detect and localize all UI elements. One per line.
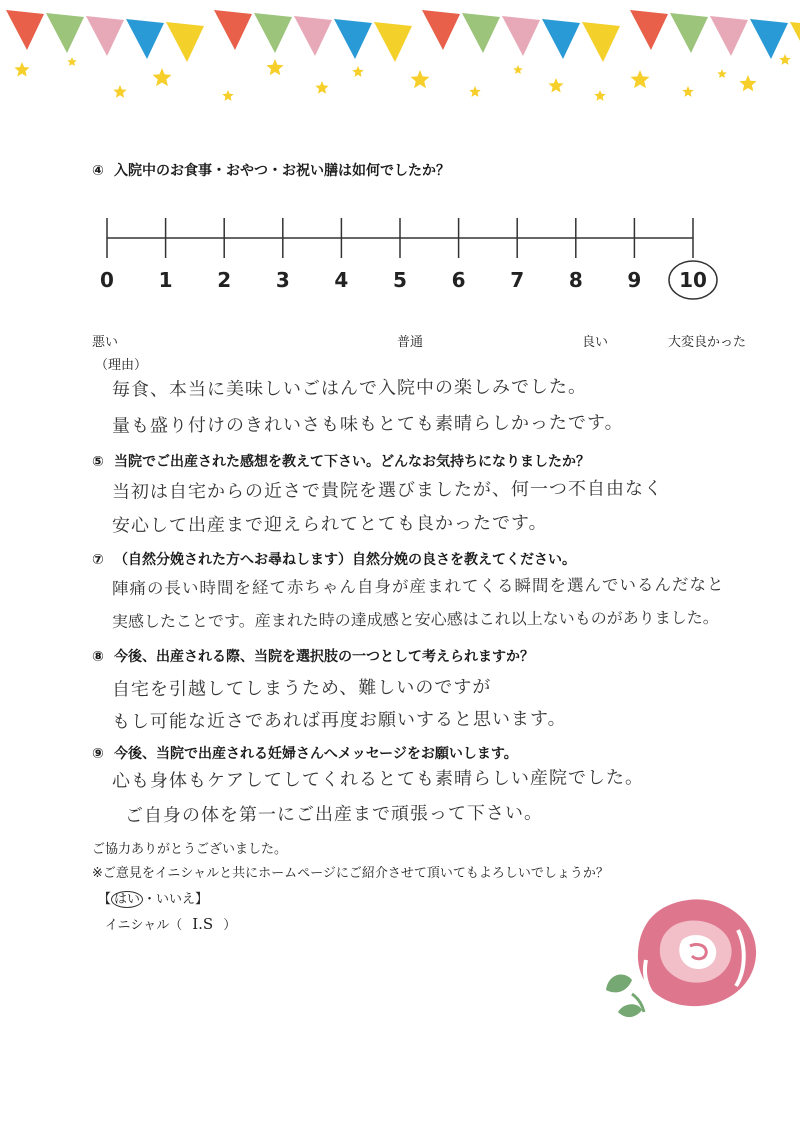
bunting-flag — [710, 16, 748, 56]
answer-line: 毎食、本当に美味しいごはんで入院中の楽しみでした。 — [111, 376, 588, 401]
initial-line: イニシャル（ I.S ） — [105, 915, 237, 933]
scale-number-2: 2 — [217, 268, 232, 292]
consent-yes-circled: はい — [111, 891, 143, 908]
bunting-banner — [0, 0, 800, 110]
scale-label-bad: 悪い — [92, 335, 119, 350]
star-icon — [14, 62, 29, 77]
star-icon — [779, 54, 790, 65]
question-8 — [92, 646, 534, 666]
star-icon — [67, 57, 77, 66]
answer-line: 心も身体もケアしてしてくれるとても素晴らしい産院でした。 — [111, 767, 645, 792]
scale-number-4: 4 — [334, 268, 349, 292]
question-9 — [92, 743, 518, 763]
question-number: ⑦ — [92, 552, 104, 568]
star-icon — [411, 70, 430, 88]
rose-illustration — [598, 890, 763, 1030]
star-icon — [682, 86, 693, 97]
question-number: ⑨ — [92, 746, 104, 762]
selected-circle — [665, 258, 721, 302]
answer-line: ご自身の体を第一にご出産まで頑張って下さい。 — [124, 802, 544, 827]
star-icon — [352, 66, 363, 77]
answer-line: もし可能な近さであれば再度お願いすると思います。 — [111, 708, 567, 733]
answer-line: 当初は自宅からの近さで貴院を選びましたが、何一つ不自由なく — [111, 478, 664, 503]
reason-label: （理由） — [95, 358, 148, 373]
answer-line: 陣痛の長い時間を経て赤ちゃん自身が産まれてくる瞬間を選んでいるんだなと — [111, 574, 725, 599]
bunting-flag — [630, 10, 668, 50]
question-5 — [92, 451, 590, 471]
initial-value: I.S — [192, 915, 214, 933]
bunting-flag — [670, 13, 708, 53]
question-text: 当院でご出産された感想を教えて下さい。どんなお気持ちになりましたか？ — [114, 454, 590, 470]
question-text: 今後、出産される際、当院を選択肢の一つとして考えられますか？ — [114, 649, 534, 665]
scale-number-6: 6 — [451, 268, 466, 292]
star-icon — [469, 86, 480, 97]
bunting-flag — [502, 16, 540, 56]
question-4 — [92, 160, 450, 180]
star-icon — [153, 68, 172, 86]
answer-line: 実感したことです。産まれた時の達成感と安心感はこれ以上ないものがありました。 — [111, 607, 719, 632]
bunting-flag — [462, 13, 500, 53]
scale-number-5: 5 — [393, 268, 407, 292]
bunting-flag — [86, 16, 124, 56]
bunting-flag — [214, 10, 252, 50]
bunting-flag — [6, 10, 44, 50]
bunting-flag — [422, 10, 460, 50]
bunting-flag — [334, 19, 372, 59]
question-7 — [92, 549, 576, 569]
scale-number-0: 0 — [100, 268, 114, 292]
scale-number-7: 7 — [510, 268, 525, 292]
bunting-flag — [166, 22, 204, 62]
scale-number-1: 1 — [158, 268, 173, 292]
star-icon — [594, 90, 605, 101]
star-icon — [266, 59, 283, 75]
bunting-flag — [582, 22, 620, 62]
consent-question: ※ご意見をイニシャルと共にホームページにご紹介させて頂いてもよろしいでしょうか？ — [92, 866, 609, 881]
star-icon — [113, 85, 126, 98]
bunting-flag — [750, 19, 788, 59]
question-text: 今後、当院で出産される妊婦さんへメッセージをお願いします。 — [114, 746, 518, 762]
bunting-flag — [294, 16, 332, 56]
star-icon — [315, 81, 328, 94]
bunting-flag — [254, 13, 292, 53]
question-number: ⑧ — [92, 649, 104, 665]
answer-line: 安心して出産まで迎えられてとても良かったです。 — [111, 512, 548, 537]
star-icon — [513, 65, 523, 74]
consent-answer: 【 はい ・いいえ】 — [98, 892, 209, 907]
bunting-flag — [46, 13, 84, 53]
star-icon — [222, 90, 233, 101]
bunting-flag — [126, 19, 164, 59]
question-number: ⑤ — [92, 454, 104, 470]
scale-number-9: 9 — [627, 268, 642, 292]
scale-label-normal: 普通 — [397, 335, 424, 350]
scale-number-10: 10 — [679, 268, 707, 292]
star-icon — [548, 78, 563, 93]
scale-number-8: 8 — [568, 268, 583, 292]
question-number: ④ — [92, 163, 104, 179]
scale-label-good: 良い — [582, 335, 609, 350]
question-text: 入院中のお食事・おやつ・お祝い膳は如何でしたか？ — [114, 163, 450, 179]
star-icon — [717, 69, 727, 78]
rating-scale — [100, 210, 710, 270]
star-icon — [631, 70, 650, 88]
star-icon — [739, 75, 756, 91]
bunting-flag — [374, 22, 412, 62]
thanks-text: ご協力ありがとうございました。 — [92, 842, 288, 857]
scale-number-3: 3 — [275, 268, 290, 292]
answer-line: 量も盛り付けのきれいさも味もとても素晴らしかったです。 — [111, 412, 624, 437]
question-text: （自然分娩された方へお尋ねします）自然分娩の良さを教えてください。 — [114, 552, 576, 568]
bunting-flag — [542, 19, 580, 59]
answer-line: 自宅を引越してしまうため、難しいのですが — [111, 676, 492, 701]
scale-label-very-good: 大変良かった — [668, 335, 747, 350]
bunting-flag — [790, 22, 800, 62]
